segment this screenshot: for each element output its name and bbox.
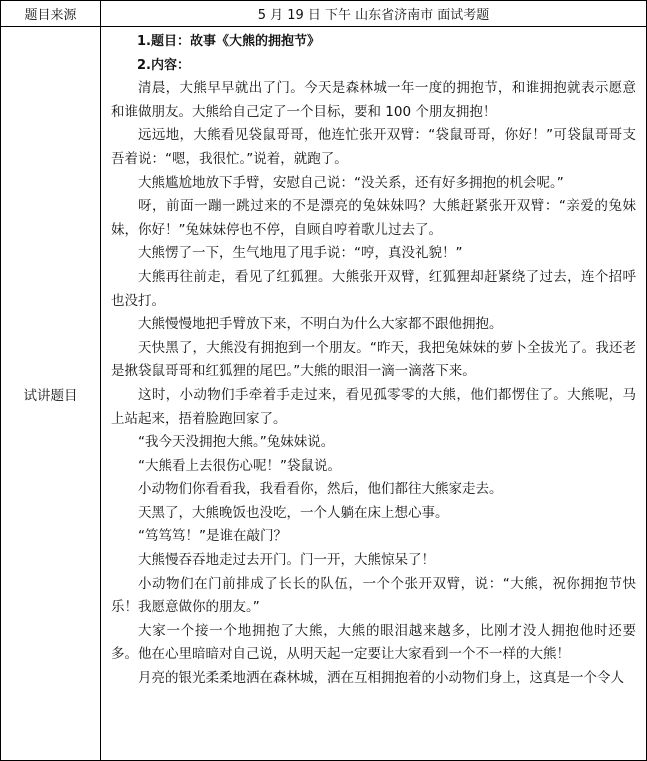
- story-paragraph: 小动物们在门前排成了长长的队伍，一个个张开双臂，说：“大熊，祝你拥抱节快乐！我愿意做你的朋友。”: [111, 575, 636, 616]
- source-value: 5 月 19 日 下午 山东省济南市 面试考题: [101, 1, 647, 27]
- story-paragraph: 月亮的银光柔柔地洒在森林城，洒在互相拥抱着的小动物们身上，这真是一个令人: [138, 670, 624, 687]
- header-row: [1, 1, 647, 27]
- story-paragraph: 大熊慢慢地把手臂放下来，不明白为什么大家都不跟他拥抱。: [138, 316, 503, 333]
- story-paragraph: 大熊慢吞吞地走过去开门。门一开，大熊惊呆了！: [138, 552, 435, 569]
- story-paragraph: 天快黑了，大熊没有拥抱到一个朋友。“昨天，我把兔妹妹的萝卜全拔光了。我还老是揪袋鼠哥哥和红狐狸的尾巴。”大熊的眼泪一滴一滴落下来。: [111, 339, 636, 380]
- story-paragraph: 小动物们你看看我，我看看你，然后，他们都往大熊家走去。: [138, 481, 503, 498]
- story-paragraph: 远远地，大熊看见袋鼠哥哥，他连忙张开双臂：“袋鼠哥哥，你好！”可袋鼠哥哥支吾着说：“嗯，我很忙。”说着，就跑了。: [111, 127, 636, 167]
- story-paragraph: “我今天没拥抱大熊。”兔妹妹说。: [138, 434, 335, 451]
- topic-title: 1.题目：故事《大熊的拥抱节》: [137, 34, 320, 49]
- story-paragraph: 大熊愣了一下，生气地甩了甩手说：“哼，真没礼貌！”: [138, 245, 463, 262]
- story-paragraph: 这时，小动物们手牵着手走过来，看见孤零零的大熊，他们都愣住了。大熊呢，马上站起来，捂着脸跑回家了。: [111, 386, 636, 427]
- story-paragraph: “笃笃笃！”是谁在敲门？: [138, 528, 287, 545]
- topic-label: 试讲题目: [1, 27, 101, 761]
- story-paragraph: 大家一个接一个地拥抱了大熊，大熊的眼泪越来越多，比刚才没人拥抱他时还要多。他在心里暗暗对自己说，从明天起一定要让大家看到一个不一样的大熊！: [111, 622, 636, 663]
- story-paragraph: “大熊看上去很伤心呢！”袋鼠说。: [138, 457, 341, 474]
- story-paragraph: 大熊再往前走，看见了红狐狸。大熊张开双臂，红狐狸却赶紧绕了过去，连个招呼也没打。: [111, 268, 636, 309]
- story-paragraph: 天黑了，大熊晚饭也没吃，一个人躺在床上想心事。: [138, 504, 449, 521]
- topic-content: [101, 27, 647, 761]
- story-paragraph: 大熊尴尬地放下手臂，安慰自己说：“没关系，还有好多拥抱的机会呢。”: [138, 174, 564, 191]
- topic-row: [1, 27, 647, 761]
- source-label: 题目来源: [1, 1, 101, 27]
- story-paragraph: 呀，前面一蹦一跳过来的不是漂亮的兔妹妹吗？大熊赶紧张开双臂：“亲爱的兔妹妹，你好！”兔妹妹停也不停，自顾自哼着歌儿过去了。: [111, 198, 636, 238]
- story-paragraph: 清晨，大熊早早就出了门。今天是森林城一年一度的拥抱节，和谁拥抱就表示愿意和谁做朋友。大熊给自己定了一个目标，要和 100 个朋友拥抱！: [111, 80, 636, 120]
- content-label: 2.内容：: [137, 57, 190, 73]
